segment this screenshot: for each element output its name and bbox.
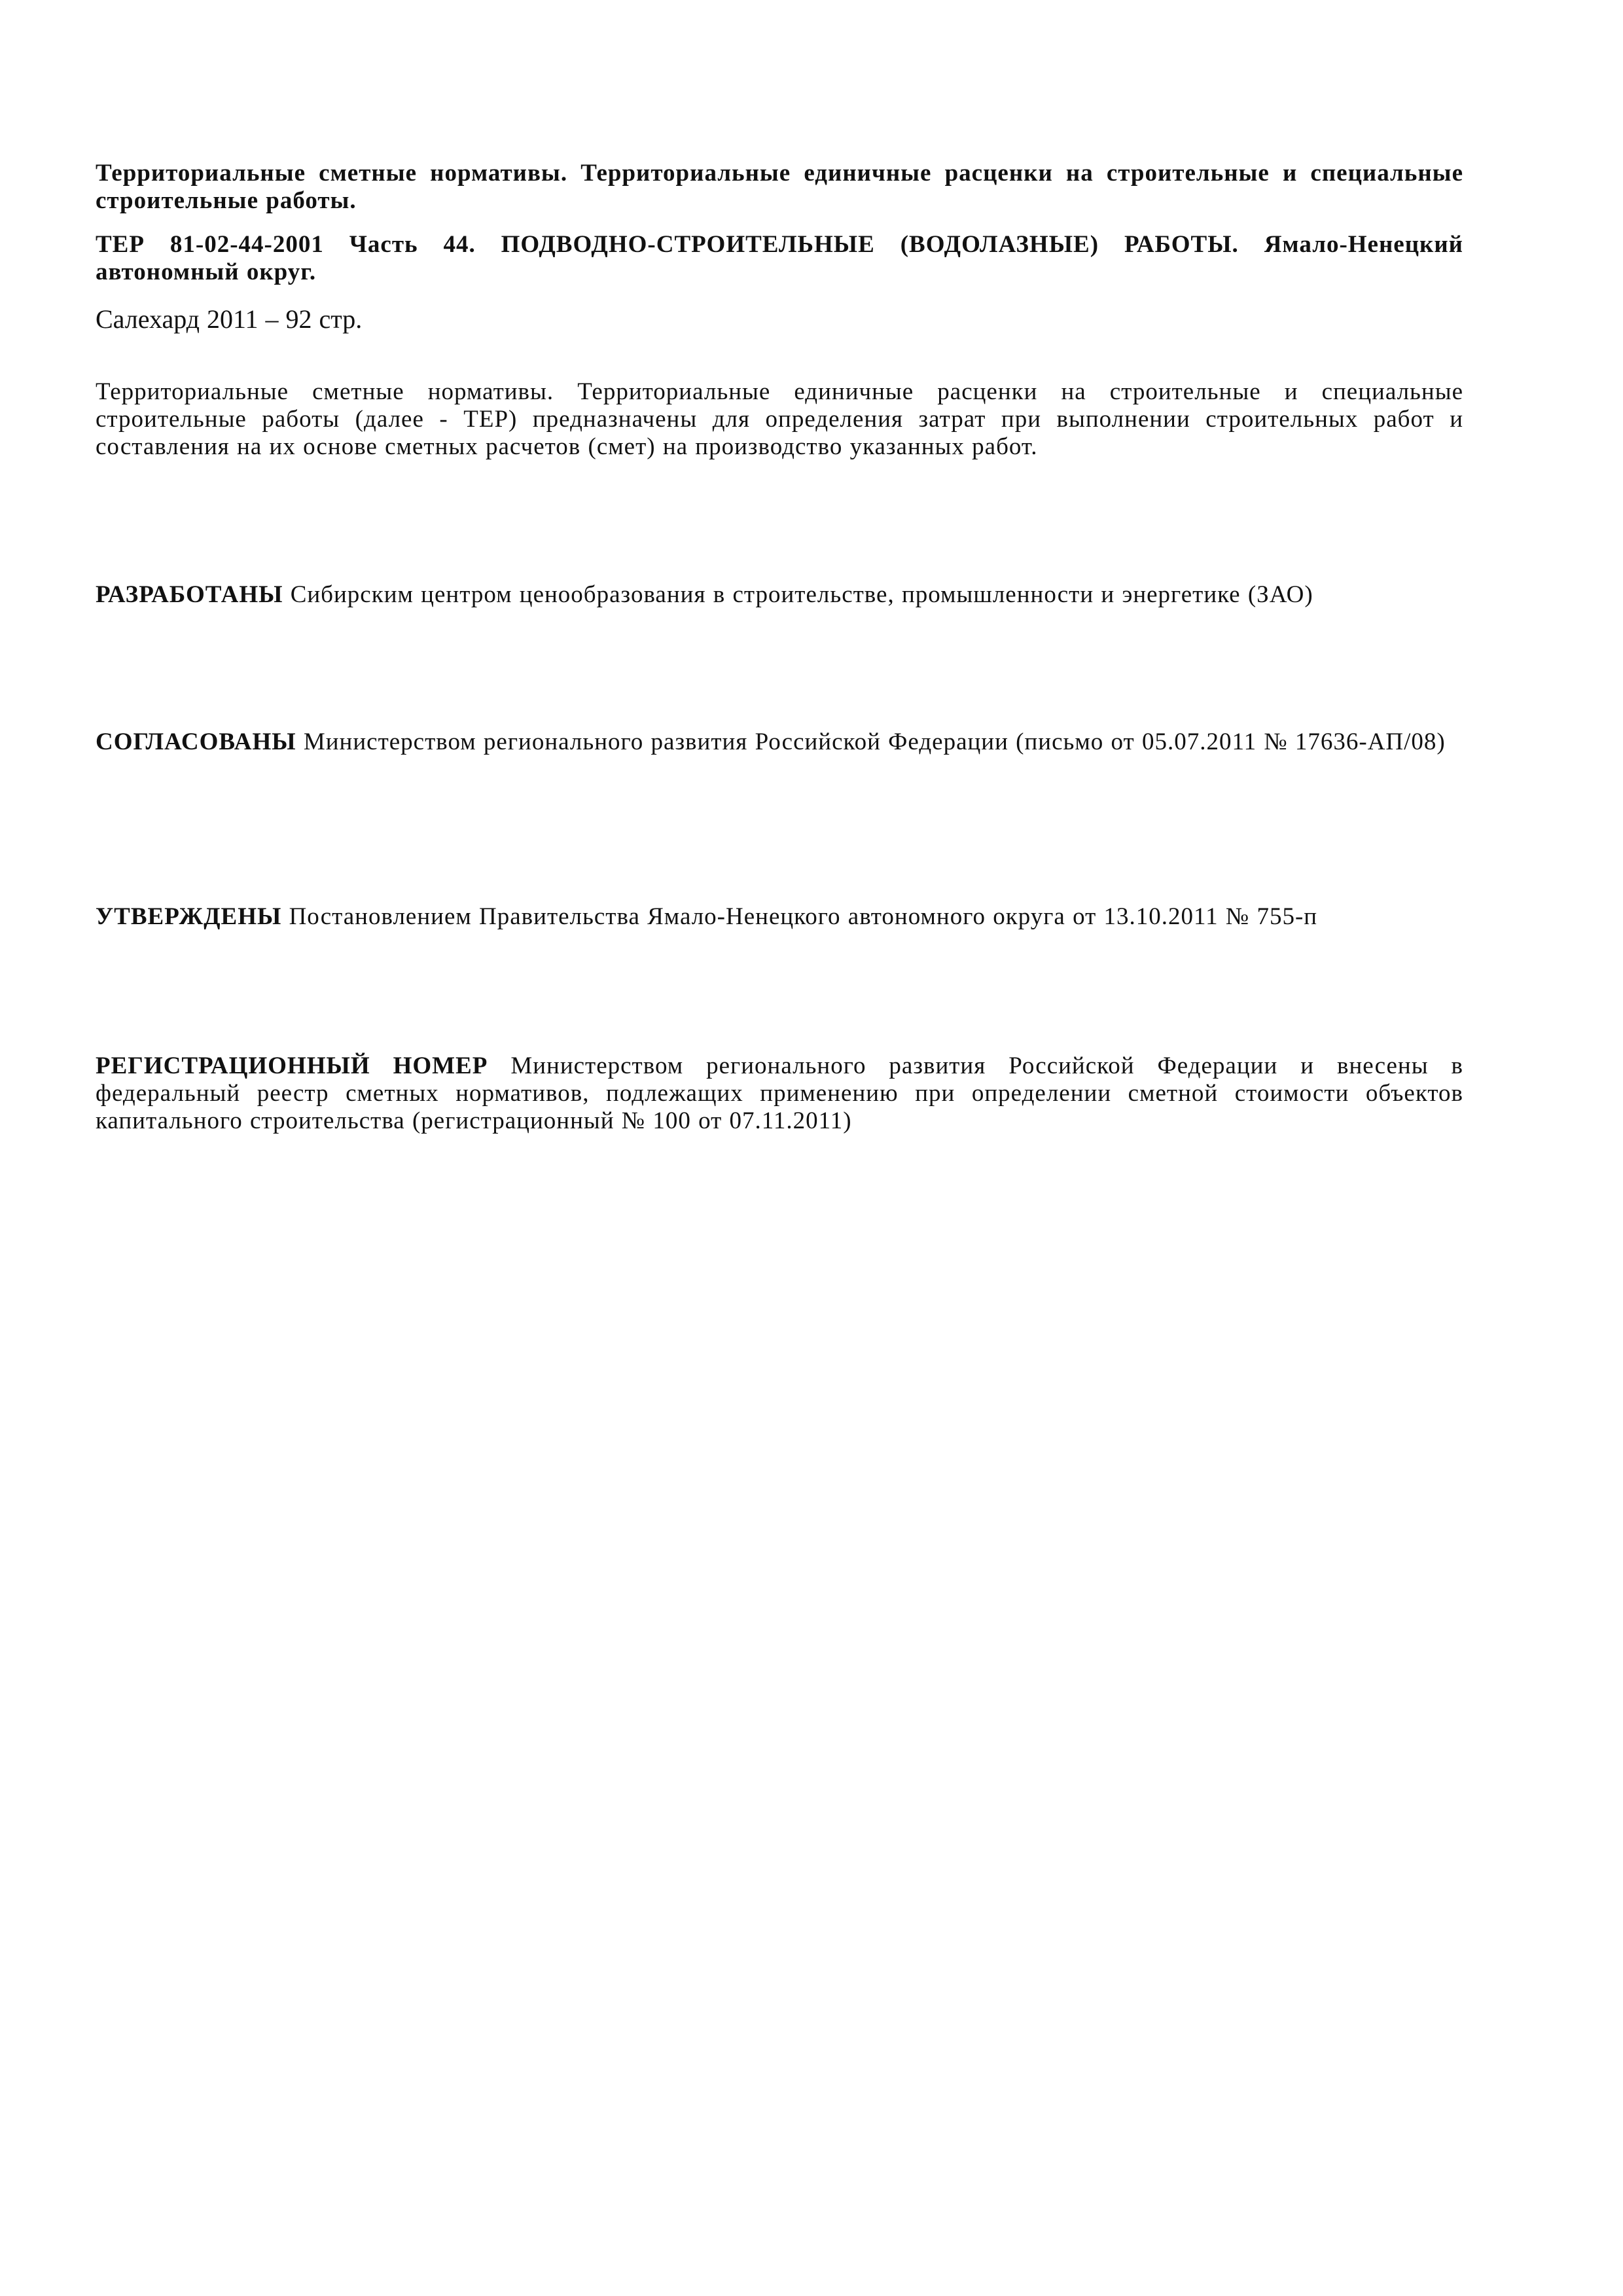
agreed-text: Министерством регионального развития Российской Федерации (письмо от 05.07.2011 № 17636-АП/08) [296, 728, 1446, 755]
registration-statement [96, 1052, 1463, 1135]
registration-text: Министерством регионального развития Российской Федерации и внесены в федеральный реестр сметных нормативов, подлежащих применению при определении сметной стоимости объектов капитального строительства (регистрационный № 100 от 07.11.2011) [96, 1052, 1464, 1134]
developed-label: РАЗРАБОТАНЫ [96, 581, 283, 608]
document-title: Территориальные сметные нормативы. Территориальные единичные расценки на строительные и специальные строительные работы. [96, 160, 1463, 214]
approved-text: Постановлением Правительства Ямало-Ненецкого автономного округа от 13.10.2011 № 755-п [281, 903, 1318, 930]
document-subtitle: ТЕР 81-02-44-2001 Часть 44. ПОДВОДНО-СТРОИТЕЛЬНЫЕ (ВОДОЛАЗНЫЕ) РАБОТЫ. Ямало-Ненецкий автономный округ. [96, 231, 1463, 285]
approved-label: УТВЕРЖДЕНЫ [96, 903, 282, 930]
agreed-label: СОГЛАСОВАНЫ [96, 728, 296, 755]
approved-statement [96, 903, 1463, 931]
registration-label: РЕГИСТРАЦИОННЫЙ НОМЕР [96, 1052, 488, 1079]
developed-statement [96, 581, 1463, 609]
developed-text: Сибирским центром ценообразования в строительстве, промышленности и энергетике (ЗАО) [283, 581, 1313, 608]
agreed-statement [96, 728, 1463, 756]
document-abstract: Территориальные сметные нормативы. Территориальные единичные расценки на строительные и специальные строительные работы (далее - ТЕР) предназначены для определения затрат при выполнении строительных работ и составления на их основе сметных расчетов (смет) на производство указанных работ. [96, 378, 1463, 460]
document-imprint: Салехард 2011 – 92 стр. [96, 304, 363, 334]
